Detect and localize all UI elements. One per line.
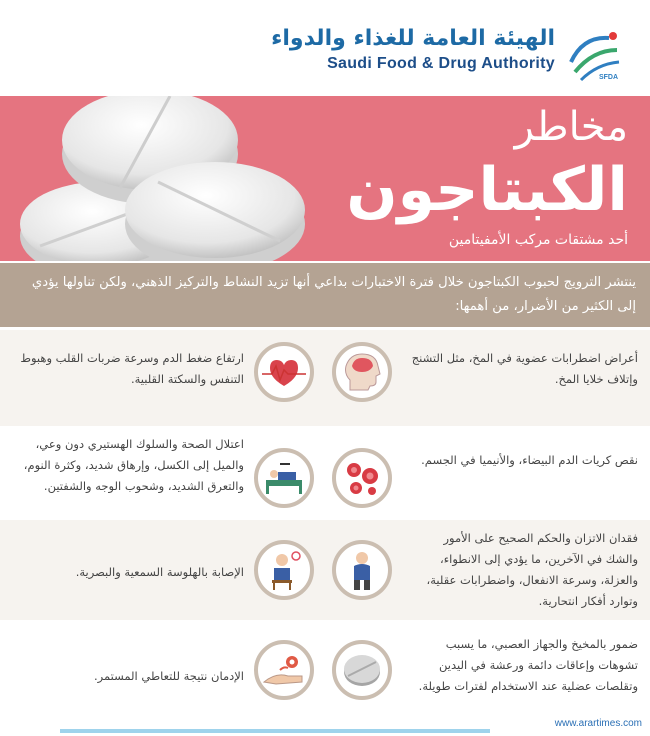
pills-illustration <box>10 96 330 261</box>
heart-pulse-icon <box>262 350 306 394</box>
effect-health-behavior: اعتلال الصحة والسلوك الهستيري دون وعي، والميل إلى الكسل، وإرهاق شديد، وكثرة النوم، والتعرق الشديد، وشحوب الوجه والشفتين. <box>23 437 244 493</box>
logo-english-name: Saudi Food & Drug Authority <box>327 55 555 72</box>
watermark: www.arartimes.com <box>554 718 642 729</box>
pill-icon <box>340 648 384 692</box>
effect-hallucinations: الإصابة بالهلوسة السمعية والبصرية. <box>75 565 244 579</box>
logo-arabic-name: الهيئة العامة للغذاء والدواء <box>271 26 555 51</box>
header <box>0 0 650 92</box>
effect-brain-disorders: أعراض اضطرابات عضوية في المخ، مثل التشنج وإتلاف خلايا المخ. <box>411 351 638 386</box>
effect-icon-circle <box>254 342 314 402</box>
effect-balance-judgement: فقدان الاتزان والحكم الصحيح على الأمور والشك في الآخرين، ما يؤدي إلى الانطواء، والعزلة، وسرعة الانفعال، واضطرابات عقلية، وتوارد أفكار انتحارية. <box>426 531 638 608</box>
effect-blood-cells: نقص كريات الدم البيضاء، والأنيميا في الجسم. <box>421 453 638 467</box>
footer-divider <box>60 729 490 733</box>
effect-icon-circle <box>254 640 314 700</box>
banner-subtitle: أحد مشتقات مركب الأمفيتامين <box>448 232 628 248</box>
sleeping-person-icon <box>262 456 306 500</box>
hallucination-person-icon <box>262 548 306 592</box>
effect-heart-pressure: ارتفاع ضغط الدم وسرعة ضربات القلب وهبوط التنفس والسكتة القلبية. <box>20 351 244 386</box>
effect-addiction: الإدمان نتيجة للتعاطي المستمر. <box>94 669 244 683</box>
effect-icon-circle <box>332 448 392 508</box>
intro-band <box>0 263 650 327</box>
logo-abbreviation: SFDA <box>598 74 618 81</box>
depressed-person-icon <box>340 548 384 592</box>
blood-cells-icon <box>340 456 384 500</box>
title-line-1: مخاطر <box>514 104 628 150</box>
addiction-hand-icon <box>262 648 306 692</box>
effect-nervous-system: ضمور بالمخيخ والجهاز العصبي، ما يسبب تشوهات وإعاقات دائمة ورعشة في اليدين وتقلصات عضلية عند الاستخدام لفترات طويلة. <box>418 637 638 693</box>
intro-text: ينتشر الترويج لحبوب الكبتاجون خلال فترة الاختبارات بداعي أنها تزيد النشاط والتركيز الذهني، ولكن تناولها يؤدي إلى الكثير من الأضرار، من أهمها: <box>31 275 636 314</box>
effect-icon-circle <box>332 342 392 402</box>
title-line-2: الكبتاجون <box>346 155 628 225</box>
effect-icon-circle <box>332 540 392 600</box>
effect-icon-circle <box>254 448 314 508</box>
effect-icon-circle <box>332 640 392 700</box>
effect-icon-circle <box>254 540 314 600</box>
brain-head-icon <box>340 350 384 394</box>
